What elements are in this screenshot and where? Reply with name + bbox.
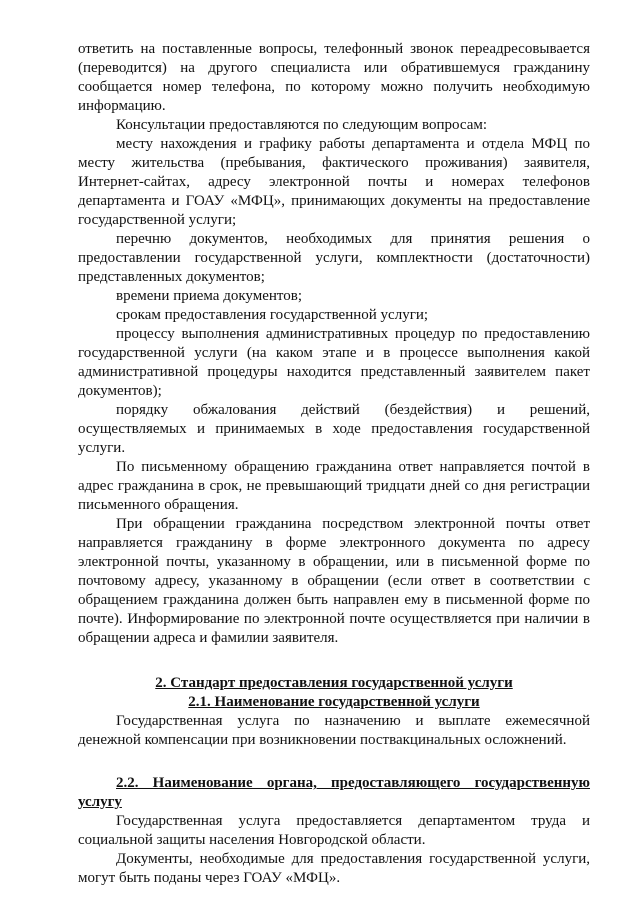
paragraph: Документы, необходимые для предоставления государственной услуги, могут быть поданы через ГОАУ «МФЦ». bbox=[78, 851, 590, 886]
paragraph: ответить на поставленные вопросы, телефонный звонок переадресовывается (переводится) на другого специалиста или обратившемуся гражданину сообщается номер телефона, по которому можно получить необходимую информацию. bbox=[78, 41, 590, 114]
list-item: месту нахождения и графику работы департамента и отдела МФЦ по месту жительства (пребывания, фактического проживания) заявителя, Интернет-сайтах, адресу электронной почты и номерах телефонов департамента и ГОАУ «МФЦ», принимающих документы на предоставление государственной услуги; bbox=[78, 136, 590, 228]
list-item: порядку обжалования действий (бездействия) и решений, осуществляемых и принимаемых в ходе предоставления государственной услуги. bbox=[78, 402, 590, 456]
list-item: процессу выполнения административных процедур по предоставлению государственной услуги (на каком этапе и в процессе выполнения какой административной процедуры находится представленный заявителем пакет документов); bbox=[78, 326, 590, 399]
subsection-heading: 2.1. Наименование государственной услуги bbox=[188, 694, 480, 710]
list-item: срокам предоставления государственной услуги; bbox=[116, 307, 429, 323]
list-item: перечню документов, необходимых для принятия решения о предоставлении государственной услуги, комплектности (достаточности) представленных документов; bbox=[78, 231, 590, 285]
subsection-heading: 2.2. Наименование органа, предоставляющего государственную услугу bbox=[78, 775, 590, 810]
paragraph: При обращении гражданина посредством электронной почты ответ направляется гражданину в форме электронного документа по адресу электронной почты, указанному в обращении, или в письменной форме по почтовому адресу, указанному в обращении (если ответ в соответствии с обращением гражданина должен быть направлен ему в письменной форме по почте). Информирование по электронной почте осуществляется при наличии в обращении адреса и фамилии заявителя. bbox=[78, 516, 590, 646]
paragraph: Государственная услуга по назначению и выплате ежемесячной денежной компенсации при возникновении поствакцинальных осложнений. bbox=[78, 713, 590, 748]
section-heading: 2. Стандарт предоставления государственной услуги bbox=[155, 675, 513, 691]
paragraph: По письменному обращению гражданина ответ направляется почтой в адрес гражданина в срок, не превышающий тридцати дней со дня регистрации письменного обращения. bbox=[78, 459, 590, 513]
paragraph: Государственная услуга предоставляется департаментом труда и социальной защиты населения Новгородской области. bbox=[78, 813, 590, 848]
list-item: времени приема документов; bbox=[116, 288, 302, 304]
paragraph: Консультации предоставляются по следующим вопросам: bbox=[116, 117, 488, 133]
